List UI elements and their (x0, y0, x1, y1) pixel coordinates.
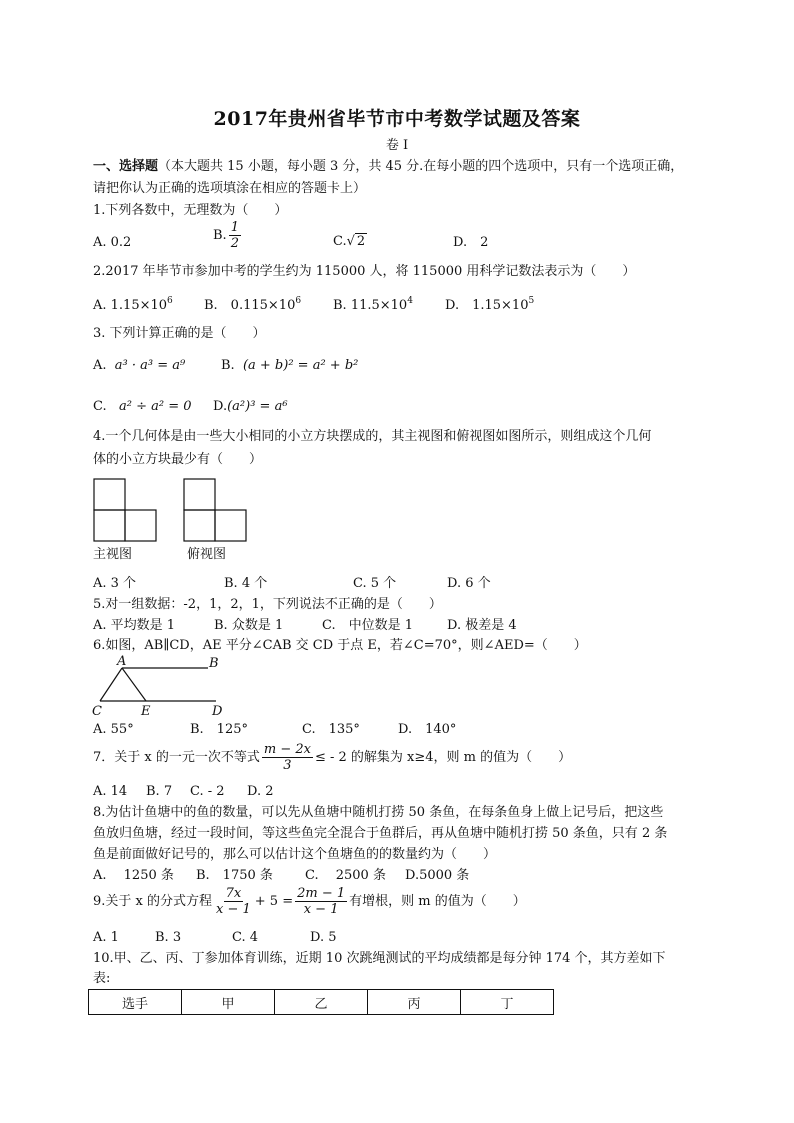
q1-option-b (213, 220, 243, 251)
q2-option-c-exp: 4 (407, 296, 413, 306)
q8-stem-line1: 8.为估计鱼塘中的鱼的数量，可以先从鱼塘中随机打捞 50 条鱼，在每条鱼身上做上记号后，把这些 (93, 805, 664, 820)
q2-stem: 2.2017 年毕节市参加中考的学生约为 115000 人，将 115000 用科学记数法表示为（ ） (93, 264, 636, 279)
q4-option-c: C. 5 个 (353, 576, 397, 591)
top-view-label: 俯视图 (187, 547, 227, 562)
q3-option-d-expr: (a²)³ = a⁶ (227, 399, 288, 414)
q3-option-a-label: A. (93, 358, 107, 373)
q3-option-a-expr: a³ · a³ = a⁹ (114, 358, 186, 373)
q8-stem-line3: 鱼是前面做好记号的，那么可以估计这个鱼塘鱼的的数量约为（ ） (93, 847, 497, 862)
q9-option-b: B. 3 (155, 930, 182, 945)
point-e-label: E (141, 704, 151, 719)
q3-option-b-expr: (a + b)² = a² + b² (242, 358, 359, 373)
q1-option-a: A. 0.2 (93, 235, 132, 250)
q2-option-d (445, 297, 534, 315)
q5-option-a: A. 平均数是 1 (93, 618, 176, 633)
q6-option-d: D. 140° (398, 722, 457, 737)
q9-fraction-1 (214, 886, 253, 917)
q4-stem-line2: 体的小立方块最少有（ ） (93, 452, 263, 467)
q7-stem-post: ≤ - 2 的解集为 x≥4，则 m 的值为（ ） (314, 750, 572, 765)
q1-frac-num: 1 (230, 220, 239, 235)
q3-option-b (221, 357, 358, 375)
q2-option-a (93, 297, 173, 315)
q9-stem (93, 886, 526, 917)
q9-frac2-den: x − 1 (303, 902, 339, 917)
q4-option-b: B. 4 个 (224, 576, 268, 591)
section-intro (93, 158, 683, 176)
q3-option-c-expr: a² ÷ a² = 0 (119, 399, 192, 414)
table-row (89, 990, 554, 1015)
q7-frac-num: m − 2x (263, 742, 311, 757)
point-a-label: A (117, 655, 127, 669)
point-b-label: B (209, 656, 219, 671)
q2-option-a-text: A. 1.15×10 (93, 298, 168, 313)
q1-option-d: D. 2 (453, 235, 489, 250)
q2-option-a-exp: 6 (167, 296, 173, 306)
q1-option-b-label: B. (213, 228, 227, 243)
table-header-yi: 乙 (275, 990, 368, 1015)
q7-fraction (262, 742, 313, 773)
point-d-label: D (212, 704, 223, 719)
q9-option-c: C. 4 (232, 930, 259, 945)
q2-option-b-text: B. 0.115×10 (204, 298, 296, 313)
q9-frac1-num: 7x (225, 886, 242, 901)
q4-views-figure (93, 477, 253, 543)
q10-stem-line1: 10.甲、乙、丙、丁参加体育训练，近期 10 次跳绳测试的平均成绩都是每分钟 174 个，其方差如下 (93, 951, 666, 966)
section-heading: 一、选择题 (93, 159, 159, 174)
q6-geometry-figure (88, 655, 233, 720)
q7-stem (93, 742, 571, 773)
q3-option-c (93, 398, 192, 416)
q9-stem-post: 有增根，则 m 的值为（ ） (349, 894, 526, 909)
q2-option-c-text: B. 11.5×10 (333, 298, 408, 313)
q5-option-c: C. 中位数是 1 (322, 618, 414, 633)
q3-stem: 3. 下列计算正确的是（ ） (93, 326, 266, 341)
q1-frac-den: 2 (230, 236, 239, 251)
q1-option-c (333, 233, 367, 251)
q4-stem-line1: 4.一个几何体是由一些大小相同的小立方块摆成的，其主视图和俯视图如图所示，则组成这个几何 (93, 429, 652, 444)
q3-option-a (93, 357, 185, 375)
q8-stem-line2: 鱼放归鱼塘，经过一段时间，等这些鱼完全混合于鱼群后，再从鱼塘中随机打捞 50 条鱼，只有 2 条 (93, 826, 668, 841)
table-header-jia: 甲 (182, 990, 275, 1015)
q9-frac1-den: x − 1 (216, 902, 251, 917)
q1-fraction (229, 220, 241, 251)
q6-stem: 6.如图，AB∥CD，AE 平分∠CAB 交 CD 于点 E，若∠C=70°，则∠AED=（ ） (93, 638, 587, 653)
q7-option-c: C. - 2 (190, 784, 225, 799)
top-view-figure (184, 479, 246, 541)
q6-option-b: B. 125° (190, 722, 248, 737)
q3-option-d (213, 398, 288, 416)
table-header-ding: 丁 (461, 990, 554, 1015)
front-view-figure (94, 479, 156, 541)
q7-option-d: D. 2 (247, 784, 274, 799)
q5-stem: 5.对一组数据：-2，1，2，1，下列说法不正确的是（ ） (93, 597, 442, 612)
volume-label: 卷 I (385, 138, 409, 153)
q1-radicand: 2 (356, 234, 366, 249)
q5-option-d: D. 极差是 4 (447, 618, 517, 633)
q6-option-c: C. 135° (302, 722, 360, 737)
table-header-player: 选手 (89, 990, 182, 1015)
q7-frac-den: 3 (283, 758, 292, 773)
q8-option-d: D.5000 条 (405, 868, 470, 883)
q8-option-b: B. 1750 条 (196, 868, 273, 883)
q2-option-c (333, 297, 413, 315)
page-title: 2017年贵州省毕节市中考数学试题及答案 (213, 108, 581, 130)
q9-fraction-2 (295, 886, 347, 917)
q7-option-b: B. 7 (146, 784, 173, 799)
q7-option-a: A. 14 (93, 784, 128, 799)
q4-option-d: D. 6 个 (447, 576, 491, 591)
q9-stem-pre: 9.关于 x 的分式方程 (93, 894, 212, 909)
q2-option-d-text: D. 1.15×10 (445, 298, 529, 313)
q9-option-a: A. 1 (93, 930, 119, 945)
q3-option-d-label: D. (213, 399, 228, 414)
segment-ae (122, 668, 146, 701)
q4-option-a: A. 3 个 (93, 576, 137, 591)
front-view-label: 主视图 (93, 547, 133, 562)
q10-stem-line2: 表: (93, 971, 111, 986)
q2-option-b-exp: 6 (295, 296, 302, 306)
variance-table (88, 989, 554, 1015)
q2-option-b (204, 297, 301, 315)
point-c-label: C (92, 704, 102, 719)
q8-option-a: A. 1250 条 (93, 868, 174, 883)
q3-option-b-label: B. (221, 358, 235, 373)
q7-stem-pre: 7．关于 x 的一元一次不等式 (93, 750, 260, 765)
q9-option-d: D. 5 (310, 930, 337, 945)
q5-option-b: B. 众数是 1 (214, 618, 284, 633)
q9-frac2-num: 2m − 1 (297, 886, 346, 901)
section-intro-line2: 请把你认为正确的选项填涂在相应的答题卡上） (93, 181, 367, 196)
segment-ac (100, 668, 122, 701)
q6-option-a: A. 55° (93, 722, 134, 737)
q1-option-c-label: C. (333, 234, 347, 249)
q2-option-d-exp: 5 (528, 296, 535, 306)
q1-sqrt: √ 2 (346, 234, 366, 249)
q8-option-c: C. 2500 条 (305, 868, 386, 883)
q1-stem: 1.下列各数中，无理数为（ ） (93, 203, 288, 218)
table-header-bing: 丙 (368, 990, 461, 1015)
section-intro-line1: （本大题共 15 小题，每小题 3 分，共 45 分.在每小题的四个选项中，只有一个选项正确， (158, 159, 684, 174)
q9-mid: + 5 = (254, 894, 294, 909)
q3-option-c-label: C. (93, 399, 107, 414)
